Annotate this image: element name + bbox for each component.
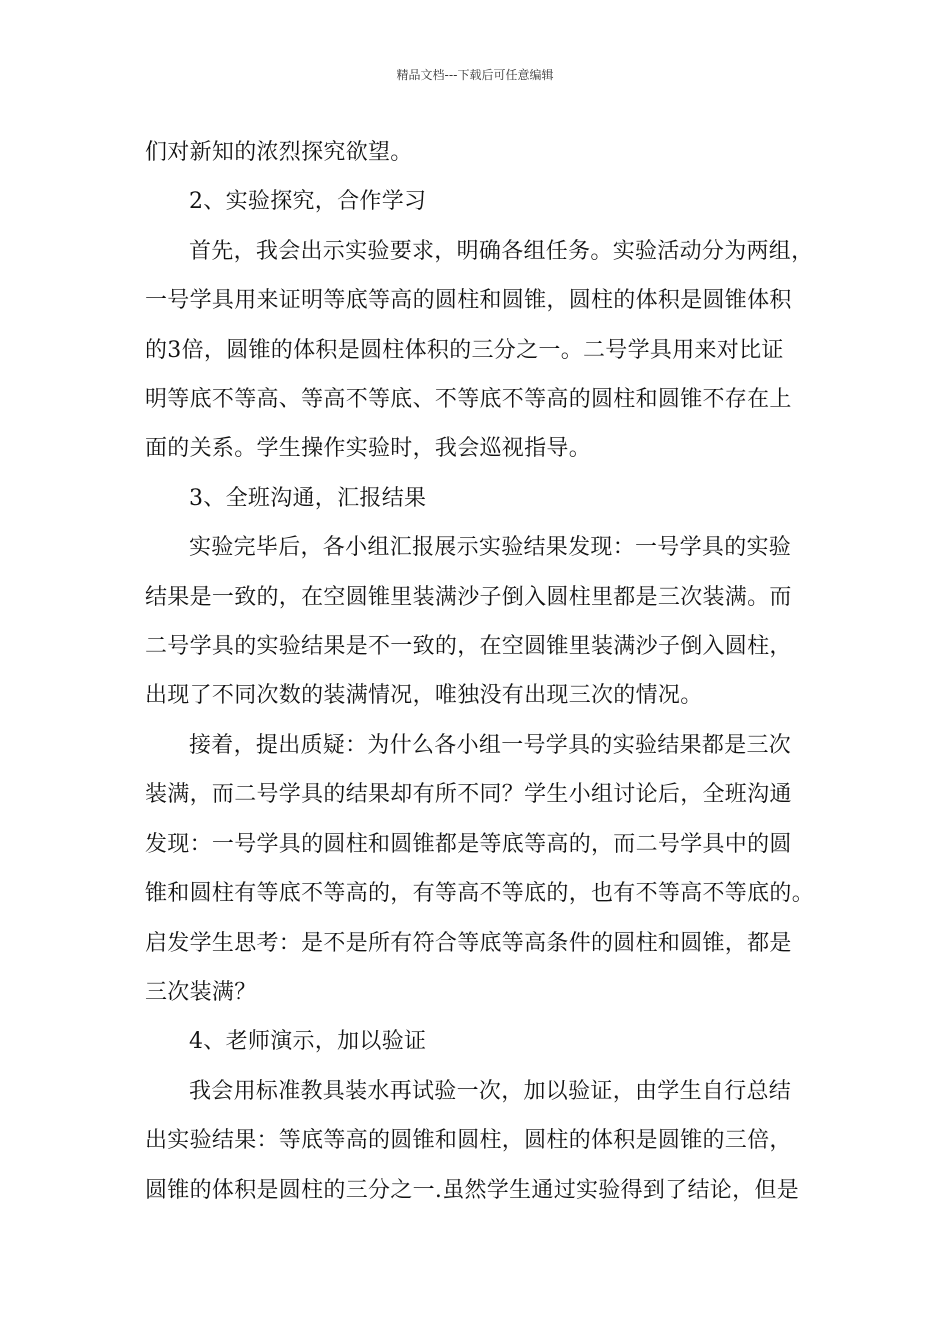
text-line: 明等底不等高、等高不等底、不等底不等高的圆柱和圆锥不存在上 [145,387,792,413]
text-line: 启发学生思考：是不是所有符合等底等高条件的圆柱和圆锥，都是 [145,930,792,956]
text-line: 们对新知的浓烈探究欲望。 [145,140,413,165]
text-line: 锥和圆柱有等底不等高的，有等高不等底的，也有不等高不等底的。 [145,881,815,907]
text-line: 面的关系。学生操作实验时，我会巡视指导。 [145,436,592,462]
text-line: 4、老师演示，加以验证 [189,1029,427,1055]
text-line: 2、实验探究，合作学习 [189,189,427,215]
document-body [145,128,825,1215]
text-line: 我会用标准教具装水再试验一次，加以验证，由学生自行总结 [189,1078,792,1104]
text-line: 一号学具用来证明等底等高的圆柱和圆锥，圆柱的体积是圆锥体积 [145,288,792,314]
text-line: 圆锥的体积是圆柱的三分之一.虽然学生通过实验得到了结论，但是 [145,1177,799,1203]
page-header: 精品文档---下载后可任意编辑 [396,68,554,82]
text-line: 实验完毕后，各小组汇报展示实验结果发现：一号学具的实验 [189,535,792,561]
text-line: 发现：一号学具的圆柱和圆锥都是等底等高的，而二号学具中的圆 [145,831,792,857]
text-line: 接着，提出质疑：为什么各小组一号学具的实验结果都是三次 [189,732,792,758]
text-line: 出实验结果：等底等高的圆锥和圆柱，圆柱的体积是圆锥的三倍， [145,1128,792,1154]
text-line: 三次装满？ [145,979,257,1005]
text-line: 二号学具的实验结果是不一致的，在空圆锥里装满沙子倒入圆柱， [145,634,792,660]
text-line: 结果是一致的，在空圆锥里装满沙子倒入圆柱里都是三次装满。而 [145,584,792,610]
text-line: 3、全班沟通，汇报结果 [189,485,427,511]
text-line: 首先，我会出示实验要求，明确各组任务。实验活动分为两组， [189,238,814,264]
text-line: 的3倍，圆锥的体积是圆柱体积的三分之一。二号学具用来对比证 [145,337,784,363]
text-line: 出现了不同次数的装满情况，唯独没有出现三次的情况。 [145,683,703,709]
text-line: 装满，而二号学具的结果却有所不同？学生小组讨论后，全班沟通 [145,782,792,808]
